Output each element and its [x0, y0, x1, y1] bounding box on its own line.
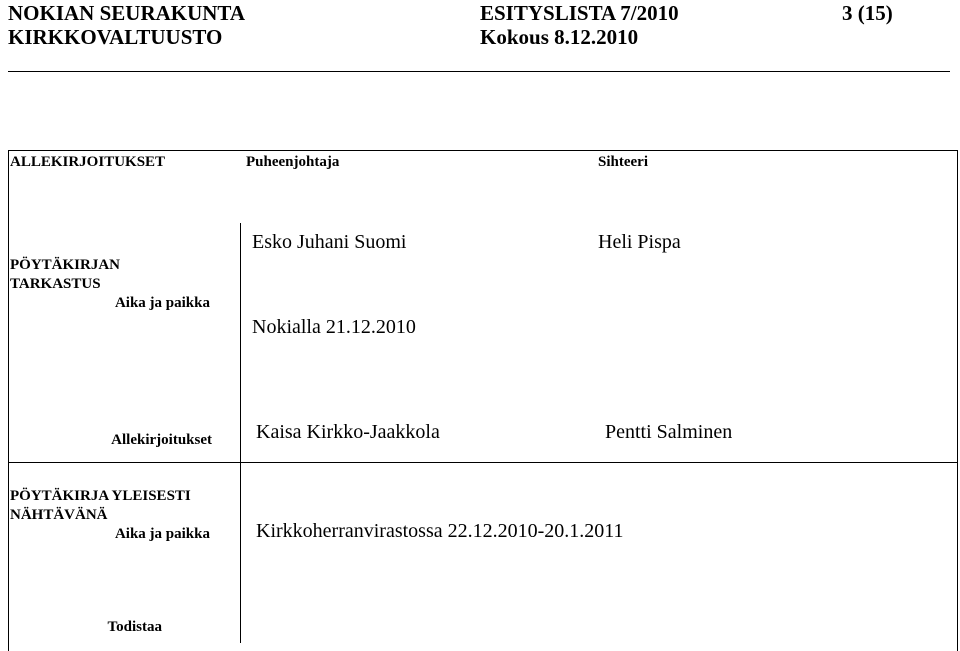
org-body: KIRKKOVALTUUSTO	[8, 25, 223, 49]
public-display-time-place-value: Kirkkoherranvirastossa 22.12.2010-20.1.2011	[256, 520, 624, 542]
review-time-place-value: Nokialla 21.12.2010	[252, 316, 416, 338]
reviewer-1-name: Kaisa Kirkko-Jaakkola	[256, 421, 440, 443]
org-name: NOKIAN SEURAKUNTA	[8, 1, 246, 25]
signature-table	[8, 150, 958, 651]
page-number: 3 (15)	[842, 1, 893, 25]
certification-label: Todistaa	[107, 619, 162, 635]
reviewer-2-name: Pentti Salminen	[605, 421, 733, 443]
review-time-place-label: Aika ja paikka	[114, 295, 210, 311]
signatures-section-label: ALLEKIRJOITUKSET	[10, 154, 166, 170]
column-divider	[240, 223, 241, 643]
review-label-line2: TARKASTUS	[10, 276, 101, 292]
public-display-time-place-label: Aika ja paikka	[114, 526, 210, 542]
secretary-label: Sihteeri	[598, 154, 648, 170]
public-display-label-line1: PÖYTÄKIRJA YLEISESTI	[10, 488, 191, 504]
chair-label: Puheenjohtaja	[246, 154, 340, 170]
agenda-title: ESITYSLISTA 7/2010	[480, 1, 679, 25]
header-rule	[8, 71, 950, 72]
row-divider	[8, 462, 958, 463]
chair-name: Esko Juhani Suomi	[252, 231, 407, 253]
meeting-date: Kokous 8.12.2010	[480, 25, 639, 49]
review-label-line1: PÖYTÄKIRJAN	[10, 257, 121, 273]
secretary-name: Heli Pispa	[598, 231, 681, 253]
review-signatures-label: Allekirjoitukset	[111, 432, 212, 448]
public-display-label-line2: NÄHTÄVÄNÄ	[10, 507, 108, 523]
